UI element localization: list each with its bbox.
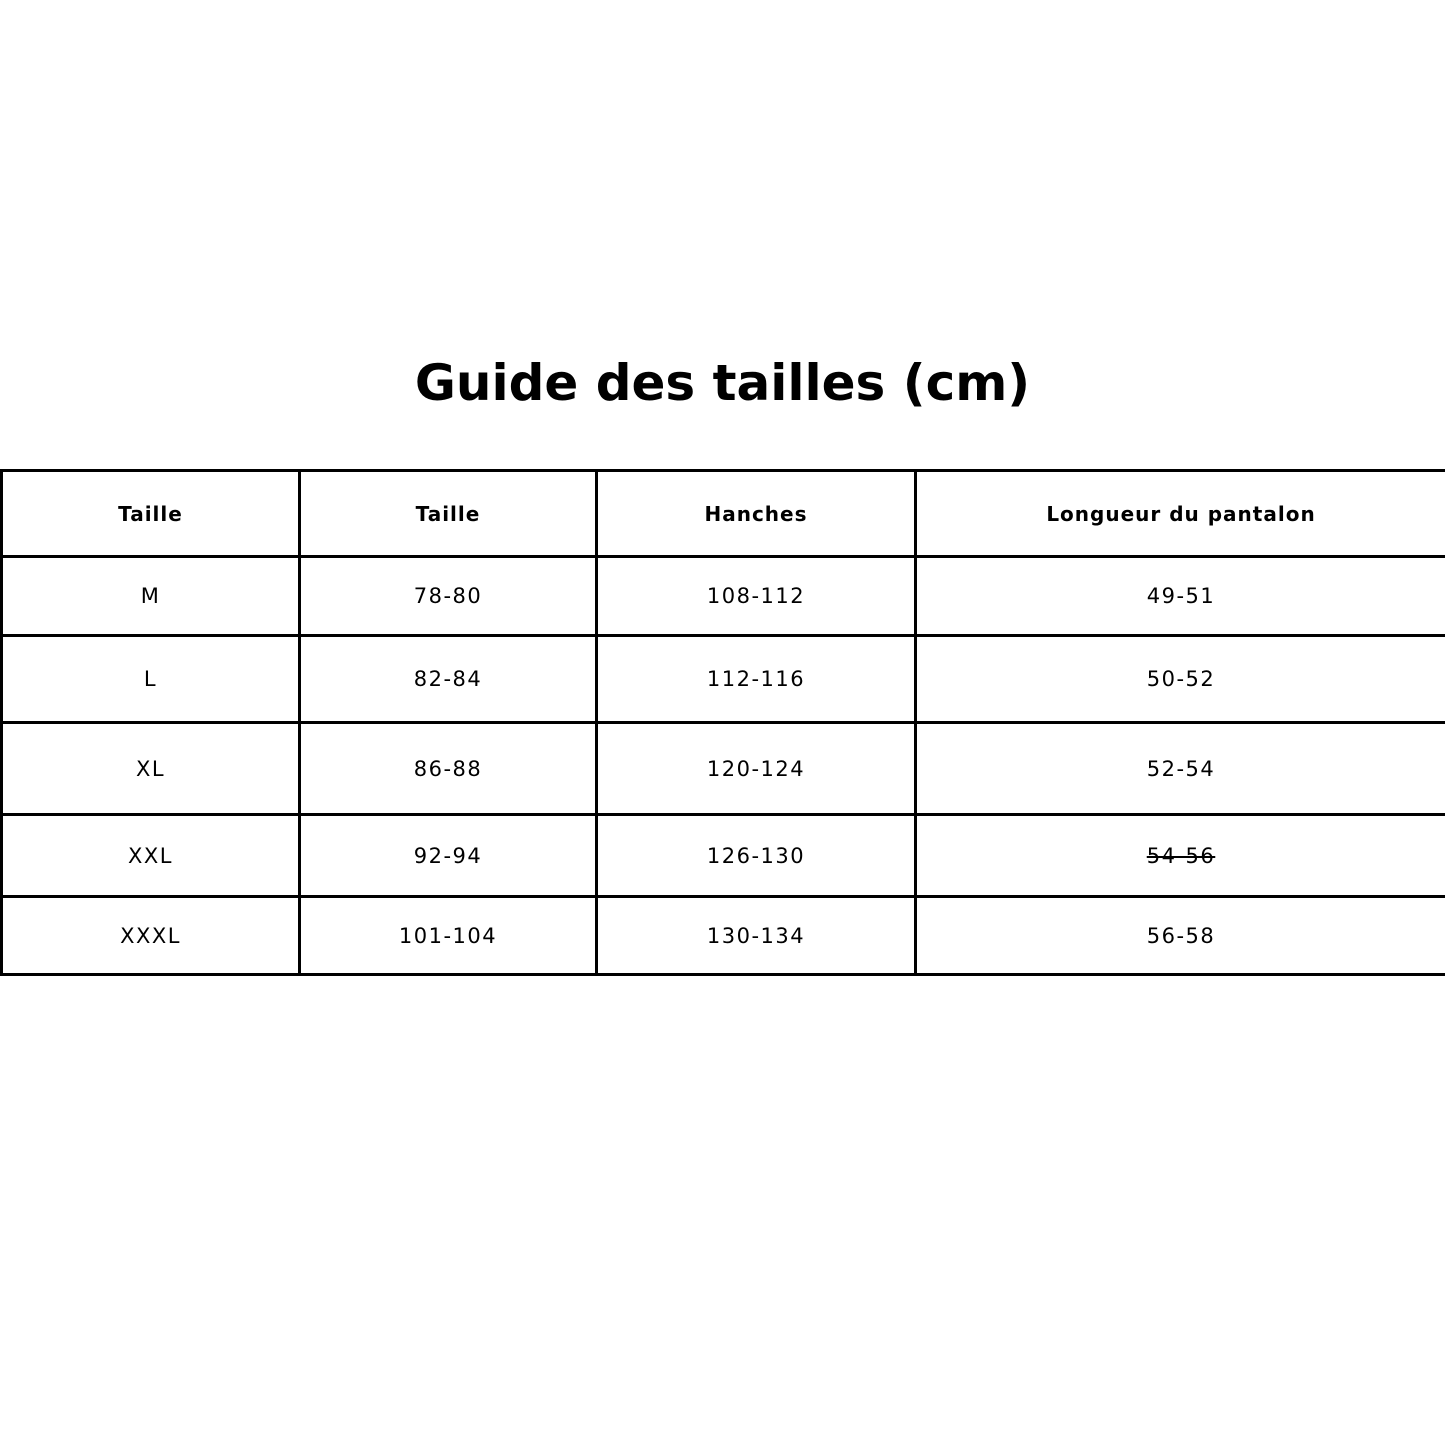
- table-cell: 52-54: [916, 723, 1445, 815]
- header-cell-pant-length: Longueur du pantalon: [916, 471, 1445, 557]
- table-cell: 86-88: [300, 723, 597, 815]
- table-row: [2, 636, 1445, 723]
- table-cell: 120-124: [597, 723, 916, 815]
- table-row: [2, 815, 1445, 897]
- table-cell: L: [2, 636, 300, 723]
- table-row: [2, 897, 1445, 975]
- table-row: [2, 723, 1445, 815]
- table-cell-text: 54-56: [1146, 843, 1216, 868]
- table-cell: 130-134: [597, 897, 916, 975]
- table-cell: 92-94: [300, 815, 597, 897]
- page-title: Guide des tailles (cm): [414, 354, 1031, 412]
- table-cell: XL: [2, 723, 300, 815]
- table-cell: [916, 815, 1445, 897]
- table-cell: XXXL: [2, 897, 300, 975]
- table-cell: 108-112: [597, 557, 916, 636]
- table-cell: 82-84: [300, 636, 597, 723]
- table-cell: 50-52: [916, 636, 1445, 723]
- size-guide-table: [0, 469, 1445, 976]
- header-cell-hips: Hanches: [597, 471, 916, 557]
- table-cell: 112-116: [597, 636, 916, 723]
- table-header-row: [2, 471, 1445, 557]
- table-cell: 56-58: [916, 897, 1445, 975]
- table-cell: 126-130: [597, 815, 916, 897]
- table-cell: 101-104: [300, 897, 597, 975]
- header-cell-waist: Taille: [300, 471, 597, 557]
- table-cell: 49-51: [916, 557, 1445, 636]
- table-cell: XXL: [2, 815, 300, 897]
- table-cell: M: [2, 557, 300, 636]
- table-row: [2, 557, 1445, 636]
- table-cell: 78-80: [300, 557, 597, 636]
- header-cell-size: Taille: [2, 471, 300, 557]
